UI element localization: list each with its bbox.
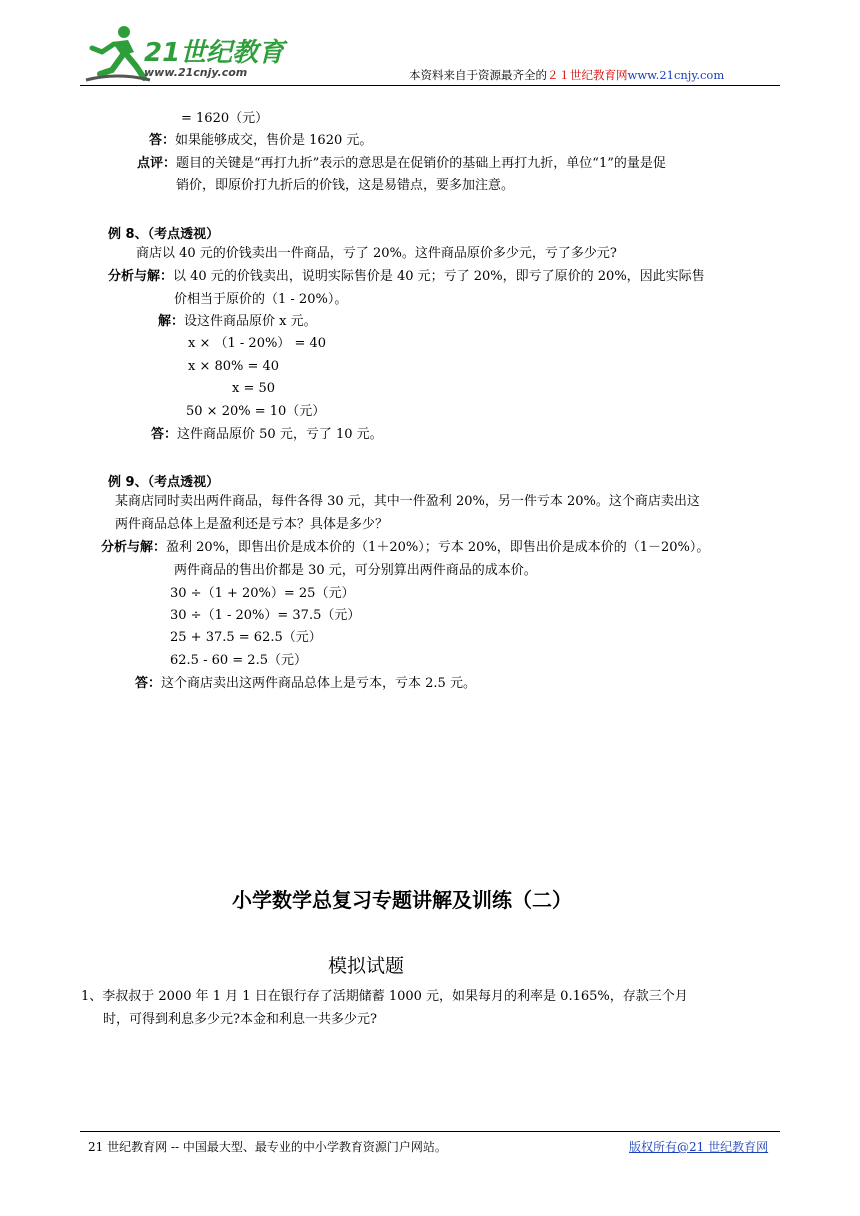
- comment-line1: 题目的关键是“再打九折”表示的意思是在促销价的基础上再打九折，单位“1”的量是促: [176, 156, 666, 171]
- top-answer: [149, 132, 372, 150]
- analysis-label: 分析与解：: [101, 540, 167, 555]
- answer-text: 这件商品原价 50 元，亏了 10 元。: [177, 427, 383, 442]
- answer-text: 这个商店卖出这两件商品总体上是亏本，亏本 2.5 元。: [161, 676, 476, 691]
- runner-logo-icon: [82, 22, 152, 84]
- top-comment-line2: 销价，即原价打九折后的价钱，这是易错点，要多加注意。: [176, 178, 515, 193]
- ex9-problem-line1: 某商店同时卖出两件商品，每件各得 30 元，其中一件盈利 20%，另一件亏本 20%。这个商店卖出这: [115, 494, 700, 509]
- analysis-label: 分析与解：: [108, 269, 174, 284]
- section-subtitle: 模拟试题: [328, 955, 405, 977]
- ex8-answer: [151, 426, 383, 444]
- ex9-answer: [135, 675, 476, 693]
- header-right: [409, 67, 724, 83]
- analysis-line1: 盈利 20%，即售出价是成本价的（1＋20%）；亏本 20%，即售出价是成本价的（1－20%）。: [166, 540, 710, 555]
- footer-copyright-link[interactable]: 版权所有@21 世纪教育网: [629, 1140, 769, 1154]
- header-url[interactable]: www.21cnjy.com: [627, 68, 725, 82]
- header-logo: [82, 22, 292, 84]
- ex8-eq2: x × 80% = 40: [188, 359, 280, 374]
- footer-rule: [80, 1131, 780, 1132]
- top-comment: [137, 155, 666, 173]
- top-equation: = 1620（元）: [181, 111, 269, 126]
- ex9-heading: 例 9、（考点透视）: [108, 475, 220, 490]
- ex9-eq3: 25 + 37.5 = 62.5（元）: [170, 630, 322, 645]
- answer-text: 如果能够成交，售价是 1620 元。: [175, 133, 373, 148]
- question-1-line2: 时，可得到利息多少元?本金和利息一共多少元?: [103, 1012, 377, 1027]
- comment-label: 点评：: [137, 156, 177, 171]
- answer-label: 答：: [149, 133, 176, 148]
- footer-left: 21 世纪教育网 -- 中国最大型、最专业的中小学教育资源门户网站。: [88, 1140, 447, 1154]
- logo-url: www.21cnjy.com: [144, 66, 248, 79]
- ex8-analysis: [108, 268, 705, 286]
- header-rule: [80, 85, 780, 86]
- ex8-solve: [158, 313, 317, 331]
- header-prefix: 本资料来自于资源最齐全的: [409, 68, 547, 82]
- solve-text: 设这件商品原价 x 元。: [184, 314, 317, 329]
- logo-brand: 21世纪教育: [144, 38, 285, 68]
- ex8-analysis-line2: 价相当于原价的（1 - 20%）。: [174, 292, 348, 307]
- ex8-eq1: x × （1 - 20%） = 40: [188, 336, 327, 351]
- ex9-problem-line2: 两件商品总体上是盈利还是亏本？具体是多少？: [115, 517, 389, 532]
- ex8-eq4: 50 × 20% = 10（元）: [186, 404, 326, 419]
- ex8-eq3: x = 50: [232, 381, 276, 396]
- ex9-eq2: 30 ÷（1 - 20%）= 37.5（元）: [170, 608, 361, 623]
- ex9-eq4: 62.5 - 60 = 2.5（元）: [170, 653, 307, 668]
- ex8-heading: 例 8、（考点透视）: [108, 227, 220, 242]
- answer-label: 答：: [135, 676, 162, 691]
- section-title: 小学数学总复习专题讲解及训练（二）: [232, 888, 572, 912]
- question-1-line1: 1、李叔叔于 2000 年 1 月 1 日在银行存了活期储蓄 1000 元，如果每月的利率是 0.165%，存款三个月: [81, 989, 688, 1004]
- ex9-eq1: 30 ÷（1 + 20%）= 25（元）: [170, 586, 355, 601]
- answer-label: 答：: [151, 427, 178, 442]
- ex9-analysis: [101, 539, 709, 557]
- ex9-analysis-line2: 两件商品的售出价都是 30 元，可分别算出两件商品的成本价。: [174, 563, 537, 578]
- solve-label: 解：: [158, 314, 185, 329]
- header-brand: ２１世纪教育网: [547, 68, 628, 82]
- ex8-problem: 商店以 40 元的价钱卖出一件商品，亏了 20%。这件商品原价多少元，亏了多少元?: [136, 246, 617, 261]
- analysis-line1: 以 40 元的价钱卖出，说明实际售价是 40 元；亏了 20%，即亏了原价的 20%，因此实际售: [173, 269, 705, 284]
